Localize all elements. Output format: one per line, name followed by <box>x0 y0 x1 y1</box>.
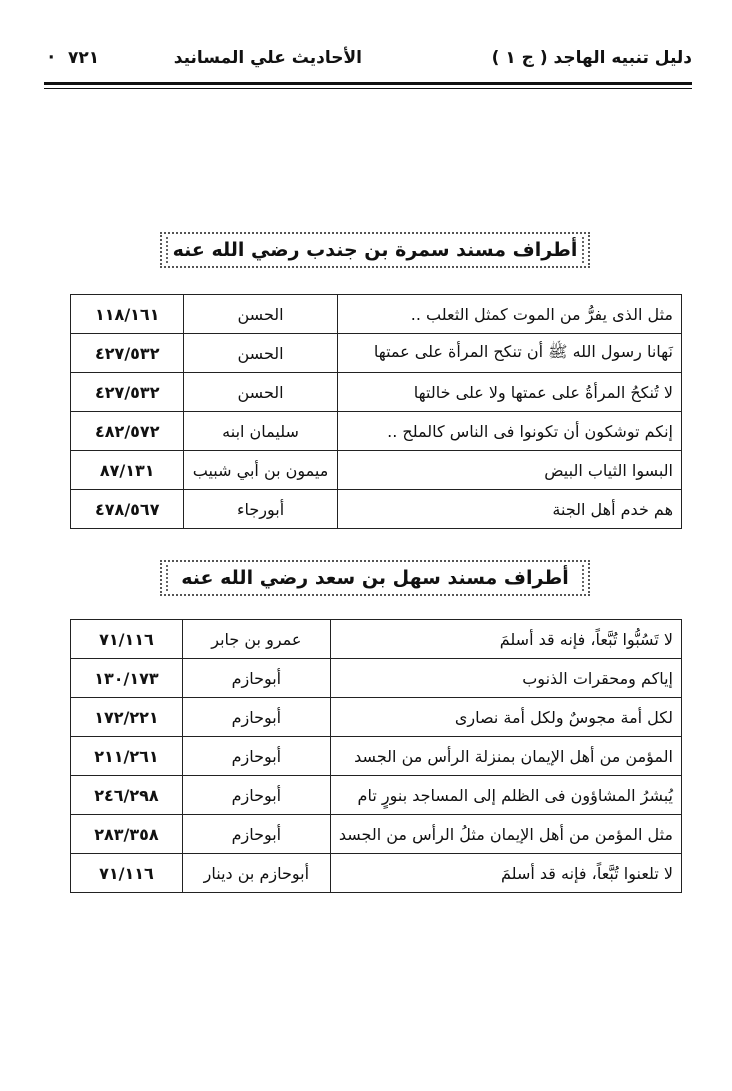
hadith-text: نَهانا رسول الله ﷺ أن تنكح المرأة على عمتها <box>337 334 681 373</box>
hadith-text: لكل أمة مجوسٌ ولكل أمة نصارى <box>330 698 681 737</box>
hadith-table-samura <box>70 294 682 529</box>
reference: ٤٢٧/٥٣٢ <box>71 373 184 412</box>
narrator: الحسن <box>184 334 337 373</box>
hadith-text: لا تُنكحُ المرأةُ على عمتها ولا على خالتها <box>337 373 681 412</box>
table-row <box>71 620 682 659</box>
hadith-text: لا تَسُبُّوا تُبَّعاً، فإنه قد أسلمَ <box>330 620 681 659</box>
narrator: أبوحازم <box>182 698 330 737</box>
table-row <box>71 451 682 490</box>
narrator: عمرو بن جابر <box>182 620 330 659</box>
table-row <box>71 373 682 412</box>
narrator: أبوحازم <box>182 659 330 698</box>
hadith-text: المؤمن من أهل الإيمان بمنزلة الرأس من الجسد <box>330 737 681 776</box>
reference: ١٧٢/٢٢١ <box>71 698 183 737</box>
narrator: أبوحازم <box>182 815 330 854</box>
table-row <box>71 334 682 373</box>
reference: ٤٢٧/٥٣٢ <box>71 334 184 373</box>
table-row <box>71 698 682 737</box>
table-row <box>71 854 682 893</box>
page-number: ٧٢١ <box>68 48 100 68</box>
table-row <box>71 659 682 698</box>
reference: ١٣٠/١٧٣ <box>71 659 183 698</box>
section-title-samura: أطراف مسند سمرة بن جندب رضي الله عنه <box>160 232 590 268</box>
book-title: دليل تنبيه الهاجد ( ج ١ ) <box>491 48 692 68</box>
narrator: سليمان ابنه <box>184 412 337 451</box>
hadith-text: إنكم توشكون أن تكونوا فى الناس كالملح .. <box>337 412 681 451</box>
header-rule-thin <box>44 88 692 89</box>
table-row <box>71 815 682 854</box>
header-rule-thick <box>44 82 692 85</box>
narrator: الحسن <box>184 295 337 334</box>
section-title-sahl: أطراف مسند سهل بن سعد رضي الله عنه <box>160 560 590 596</box>
reference: ٧١/١١٦ <box>71 620 183 659</box>
reference: ٧١/١١٦ <box>71 854 183 893</box>
hadith-text: هم خدم أهل الجنة <box>337 490 681 529</box>
narrator: الحسن <box>184 373 337 412</box>
page-header <box>40 48 692 76</box>
hadith-text: لا تلعنوا تُبَّعاً، فإنه قد أسلمَ <box>330 854 681 893</box>
narrator: أبوحازم <box>182 737 330 776</box>
hadith-text: إياكم ومحقرات الذنوب <box>330 659 681 698</box>
reference: ٢٤٦/٢٩٨ <box>71 776 183 815</box>
reference: ٢١١/٢٦١ <box>71 737 183 776</box>
reference: ١١٨/١٦١ <box>71 295 184 334</box>
narrator: أبوحازم <box>182 776 330 815</box>
table-row <box>71 737 682 776</box>
reference: ٤٨٢/٥٧٢ <box>71 412 184 451</box>
narrator: أبورجاء <box>184 490 337 529</box>
table-row <box>71 776 682 815</box>
hadith-text: البسوا الثياب البيض <box>337 451 681 490</box>
hadith-text: يُبشرُ المشاؤون فى الظلم إلى المساجد بنورٍ تام <box>330 776 681 815</box>
hadith-text: مثل المؤمن من أهل الإيمان مثلُ الرأس من الجسد <box>330 815 681 854</box>
table-row <box>71 295 682 334</box>
running-section-title: الأحاديث علي المسانيد <box>173 48 362 68</box>
table-row <box>71 412 682 451</box>
reference: ٤٧٨/٥٦٧ <box>71 490 184 529</box>
hadith-text: مثل الذى يفرُّ من الموت كمثل الثعلب .. <box>337 295 681 334</box>
narrator: أبوحازم بن دينار <box>182 854 330 893</box>
hadith-table-sahl <box>70 619 682 893</box>
header-marker: · <box>48 48 55 68</box>
table-row <box>71 490 682 529</box>
reference: ٢٨٣/٣٥٨ <box>71 815 183 854</box>
reference: ٨٧/١٣١ <box>71 451 184 490</box>
narrator: ميمون بن أبي شبيب <box>184 451 337 490</box>
